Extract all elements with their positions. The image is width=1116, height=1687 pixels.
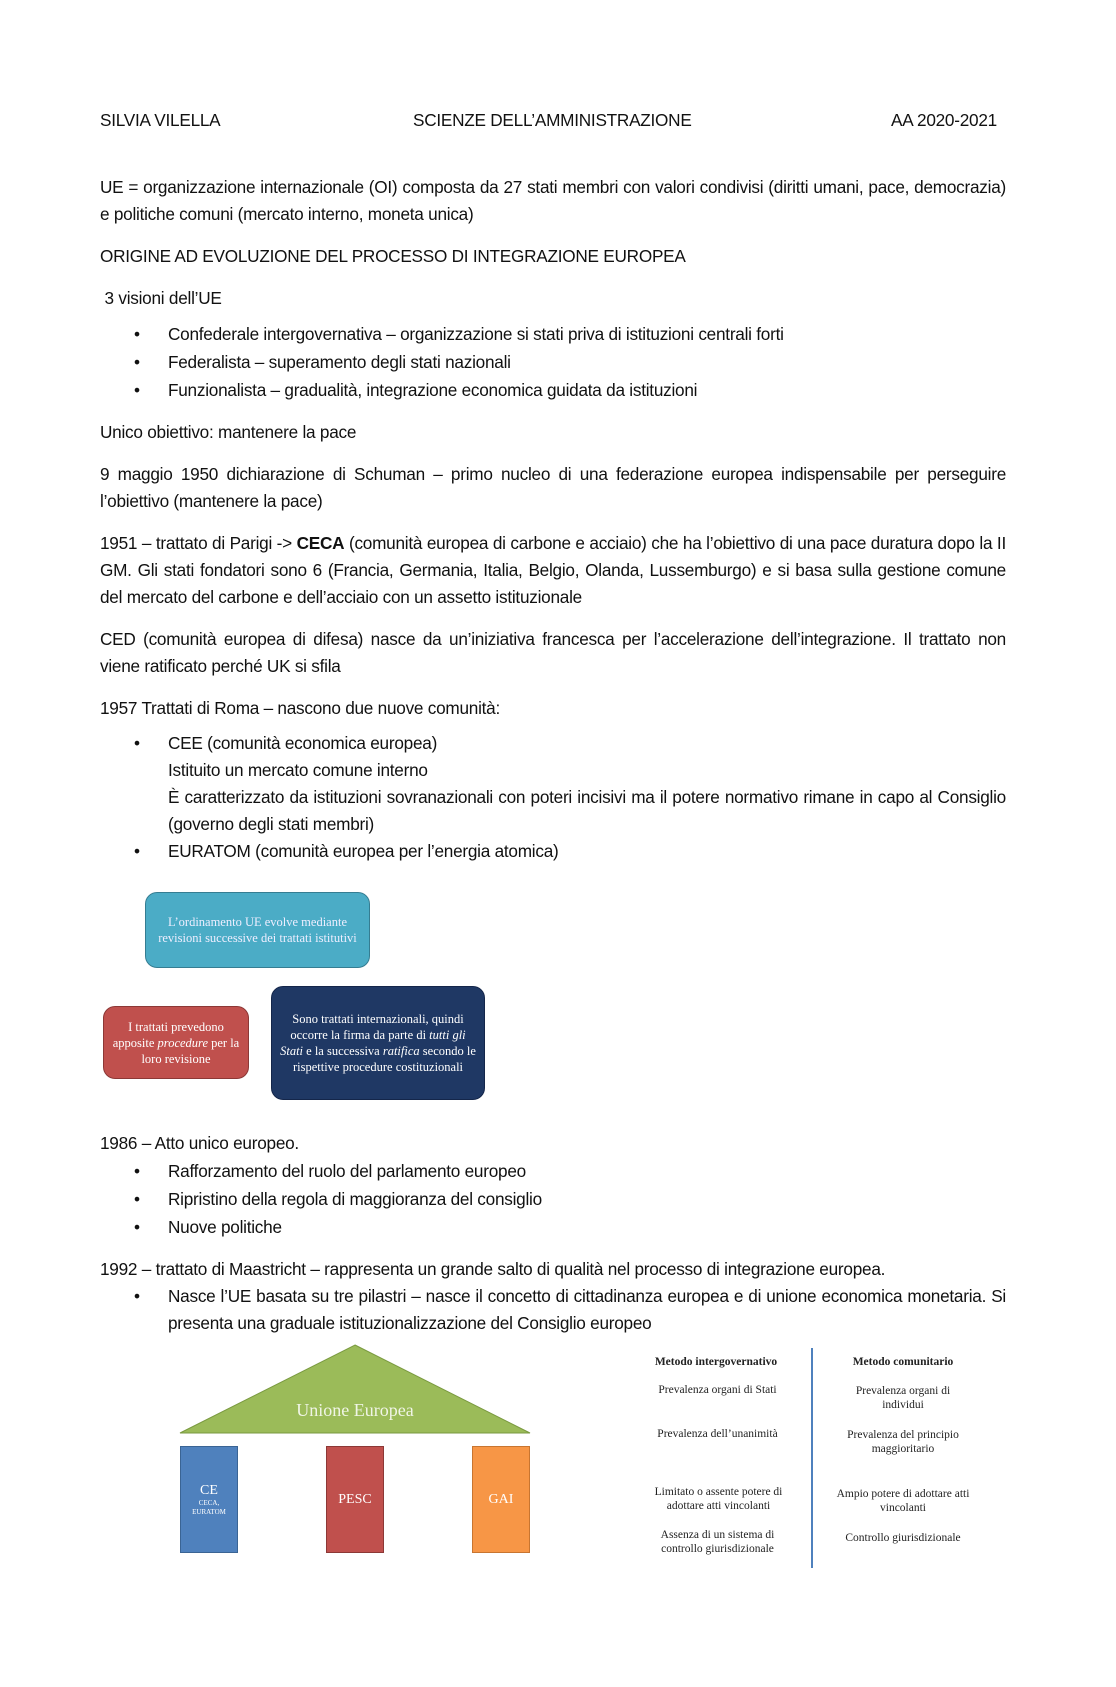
list-item: • Nuove politiche [100, 1213, 1006, 1241]
methods-right-item: Controllo giurisdizionale [845, 1532, 961, 1544]
maastricht-list [100, 1283, 1006, 1337]
ceca-post: (comunità europea di carbone e acciaio) che ha l’obiettivo di una pace duratura dopo la II GM. Gli stati fondatori sono 6 (Francia, Germania, Italia, Belgio, Olanda, Lussemburgo) e si basa sulla gestione comune del mercato del carbone e dell’acciaio con un assetto istituzionale [100, 533, 1006, 607]
cee-line2: Istituito un mercato comune interno [168, 760, 428, 780]
cee-label: CEE (comunità economica europea) [168, 733, 438, 753]
list-item: • Nasce l’UE basata su tre pilastri – nasce il concetto di cittadinanza europea e di unione economica monetaria. Si presenta una graduale istituzionalizzazione del Consiglio europeo [100, 1283, 1006, 1337]
methods-divider [811, 1348, 813, 1568]
document-body [100, 132, 1006, 1573]
page-header [0, 108, 1116, 132]
visions-list [100, 320, 1006, 404]
rome-list [100, 730, 1006, 865]
methods-right-title: Metodo comunitario [852, 1356, 954, 1368]
header-year: AA 2020-2021 [891, 110, 997, 130]
pillar-pesc: PESC [326, 1446, 384, 1553]
cee-line3: È caratterizzato da istituzioni sovranazionali con poteri incisivi ma il potere normativo rimane in capo al Consiglio (governo degli stati membri) [168, 787, 1006, 834]
section-title: ORIGINE AD EVOLUZIONE DEL PROCESSO DI INTEGRAZIONE EUROPEA [100, 246, 686, 266]
intro-paragraph: UE = organizzazione internazionale (OI) composta da 27 stati membri con valori condivisi (diritti umani, pace, democrazia) e politiche comuni (mercato interno, moneta unica) [100, 177, 1006, 224]
diagram-box-left: I trattati prevedono apposite procedure per la loro revisione [103, 1006, 249, 1079]
methods-left-item: Limitato o assente potere di adottare atti vincolanti [654, 1486, 783, 1512]
ceca-pre: 1951 – trattato di Parigi -> [100, 533, 297, 553]
list-item: • Ripristino della regola di maggioranza del consiglio [100, 1185, 1006, 1213]
rome-paragraph: 1957 Trattati di Roma – nascono due nuove comunità: [100, 698, 501, 718]
diagram-box-top: L’ordinamento UE evolve mediante revisioni successive dei trattati istitutivi [145, 892, 370, 968]
ceca-bold: CECA [296, 533, 345, 553]
objective-paragraph: Unico obiettivo: mantenere la pace [100, 422, 357, 442]
maastricht-paragraph: 1992 – trattato di Maastricht – rappresenta un grande salto di qualità nel processo di integrazione europea. [100, 1259, 886, 1279]
temple-roof [178, 1343, 532, 1435]
methods-right-item: Prevalenza organi di individui [855, 1385, 951, 1411]
list-item: • Rafforzamento del ruolo del parlamento europeo [100, 1157, 1006, 1185]
pillars-and-methods-diagram [0, 1343, 1116, 1573]
aue-list [100, 1157, 1006, 1241]
methods-left-title: Metodo intergovernativo [654, 1356, 778, 1368]
visions-title: 3 visioni dell’UE [100, 288, 222, 308]
methods-left-item: Prevalenza organi di Stati [658, 1384, 777, 1396]
list-item [100, 730, 1006, 838]
ced-paragraph: CED (comunità europea di difesa) nasce da un’iniziativa francesca per l’accelerazione dell’integrazione. Il trattato non viene ratificato perché UK si sfila [100, 629, 1006, 676]
schuman-paragraph: 9 maggio 1950 dichiarazione di Schuman – primo nucleo di una federazione europea indispensabile per perseguire l’obiettivo (mantenere la pace) [100, 464, 1006, 511]
methods-left-item: Prevalenza dell’unanimità [657, 1428, 778, 1440]
treaty-revision-diagram [0, 880, 1116, 1120]
header-author: SILVIA VILELLA [100, 110, 221, 130]
list-item: • EURATOM (comunità europea per l’energia atomica) [100, 838, 1006, 865]
methods-right-item: Prevalenza del principio maggioritario [847, 1429, 959, 1455]
methods-left-item: Assenza di un sistema di controllo giurisdizionale [660, 1529, 775, 1555]
list-item: • Federalista – superamento degli stati nazionali [100, 348, 1006, 376]
methods-right-item: Ampio potere di adottare atti vincolanti [836, 1488, 970, 1514]
aue-paragraph: 1986 – Atto unico europeo. [100, 1133, 299, 1153]
list-item: • Confederale intergovernativa – organizzazione si stati priva di istituzioni centrali forti [100, 320, 1006, 348]
ceca-paragraph [100, 530, 1006, 611]
list-item: • Funzionalista – gradualità, integrazione economica guidata da istituzioni [100, 376, 1006, 404]
pillar-gai: GAI [472, 1446, 530, 1553]
pillar-ce: CE CECA, EURATOM [180, 1446, 238, 1553]
temple-roof-label: Unione Europea [296, 1400, 414, 1420]
header-course: SCIENZE DELL’AMMINISTRAZIONE [413, 110, 692, 130]
diagram-box-right: Sono trattati internazionali, quindi occorre la firma da parte di tutti gli Stati e la successiva ratifica secondo le rispettive procedure costituzionali [271, 986, 485, 1100]
